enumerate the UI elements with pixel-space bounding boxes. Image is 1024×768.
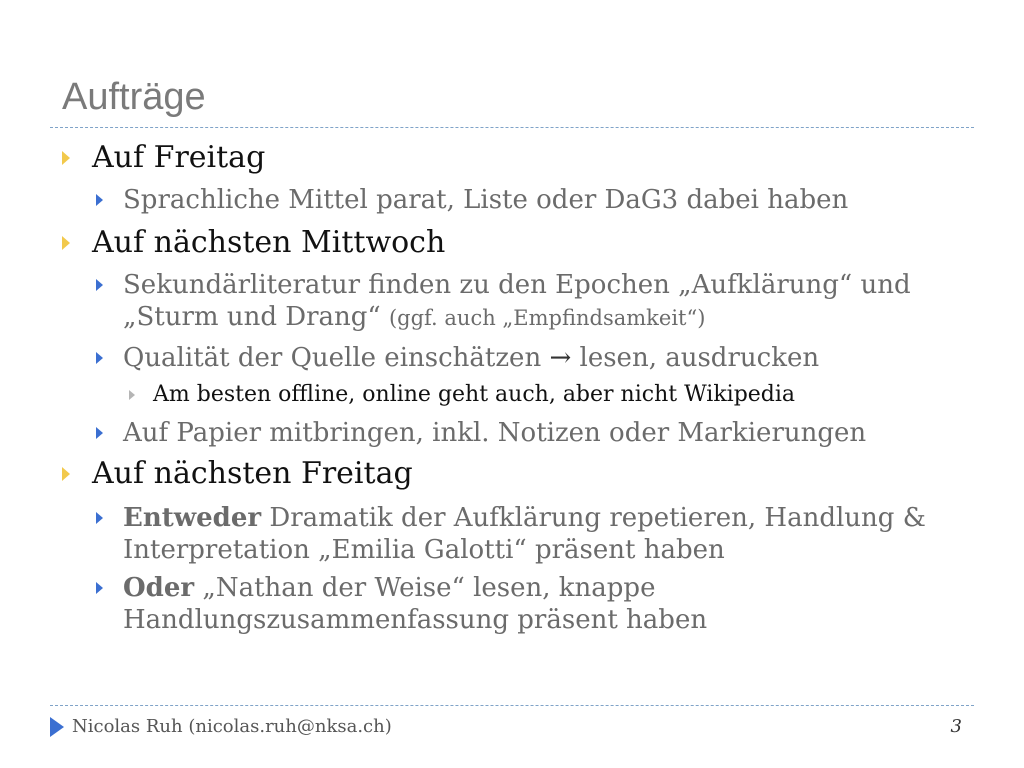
- sub-list-item: Am besten offline, online geht auch, aber nicht Wikipedia: [153, 382, 796, 407]
- footer-divider: [50, 705, 974, 706]
- list-item: Sekundärliteratur finden zu den Epochen „Aufklärung“ und: [123, 270, 911, 300]
- section-heading: Auf nächsten Mittwoch: [92, 225, 446, 260]
- list-item-emphasis: Entweder: [123, 503, 262, 533]
- footer-author: Nicolas Ruh (nicolas.ruh@nksa.ch): [72, 716, 392, 737]
- level2-bullet-icon: [96, 512, 103, 524]
- list-item-text: „Nathan der Weise“ lesen, knappe: [202, 573, 656, 603]
- slide-title: Aufträge: [62, 76, 206, 118]
- section-heading: Auf nächsten Freitag: [92, 456, 413, 491]
- level2-bullet-icon: [96, 279, 103, 291]
- arrow-right-icon: →: [549, 343, 572, 373]
- list-item-continuation: Interpretation „Emilia Galotti“ präsent haben: [123, 535, 725, 565]
- list-item: [123, 502, 926, 534]
- list-item-text: Qualität der Quelle einschätzen: [123, 343, 542, 373]
- level1-bullet-icon: [62, 467, 70, 481]
- level3-bullet-icon: [129, 390, 135, 400]
- list-item: [123, 342, 819, 374]
- list-item-note: (ggf. auch „Empfindsamkeit“): [388, 306, 706, 330]
- list-item: Sprachliche Mittel parat, Liste oder DaG3 dabei haben: [123, 185, 849, 215]
- list-item-emphasis: Oder: [123, 573, 195, 603]
- list-item-text: Dramatik der Aufklärung repetieren, Handlung &: [269, 503, 926, 533]
- list-item-continuation: [123, 301, 705, 334]
- list-item: Auf Papier mitbringen, inkl. Notizen oder Markierungen: [123, 418, 867, 448]
- level2-bullet-icon: [96, 194, 103, 206]
- level2-bullet-icon: [96, 582, 103, 594]
- page-number: 3: [950, 716, 962, 737]
- level1-bullet-icon: [62, 151, 70, 165]
- section-heading: Auf Freitag: [92, 140, 266, 175]
- list-item-text: „Sturm und Drang“: [123, 302, 381, 332]
- footer-triangle-icon: [50, 717, 64, 737]
- level2-bullet-icon: [96, 352, 103, 364]
- list-item: [123, 572, 655, 604]
- list-item-text-after: lesen, ausdrucken: [579, 343, 820, 373]
- level1-bullet-icon: [62, 236, 70, 250]
- level2-bullet-icon: [96, 427, 103, 439]
- list-item-continuation: Handlungszusammenfassung präsent haben: [123, 605, 708, 635]
